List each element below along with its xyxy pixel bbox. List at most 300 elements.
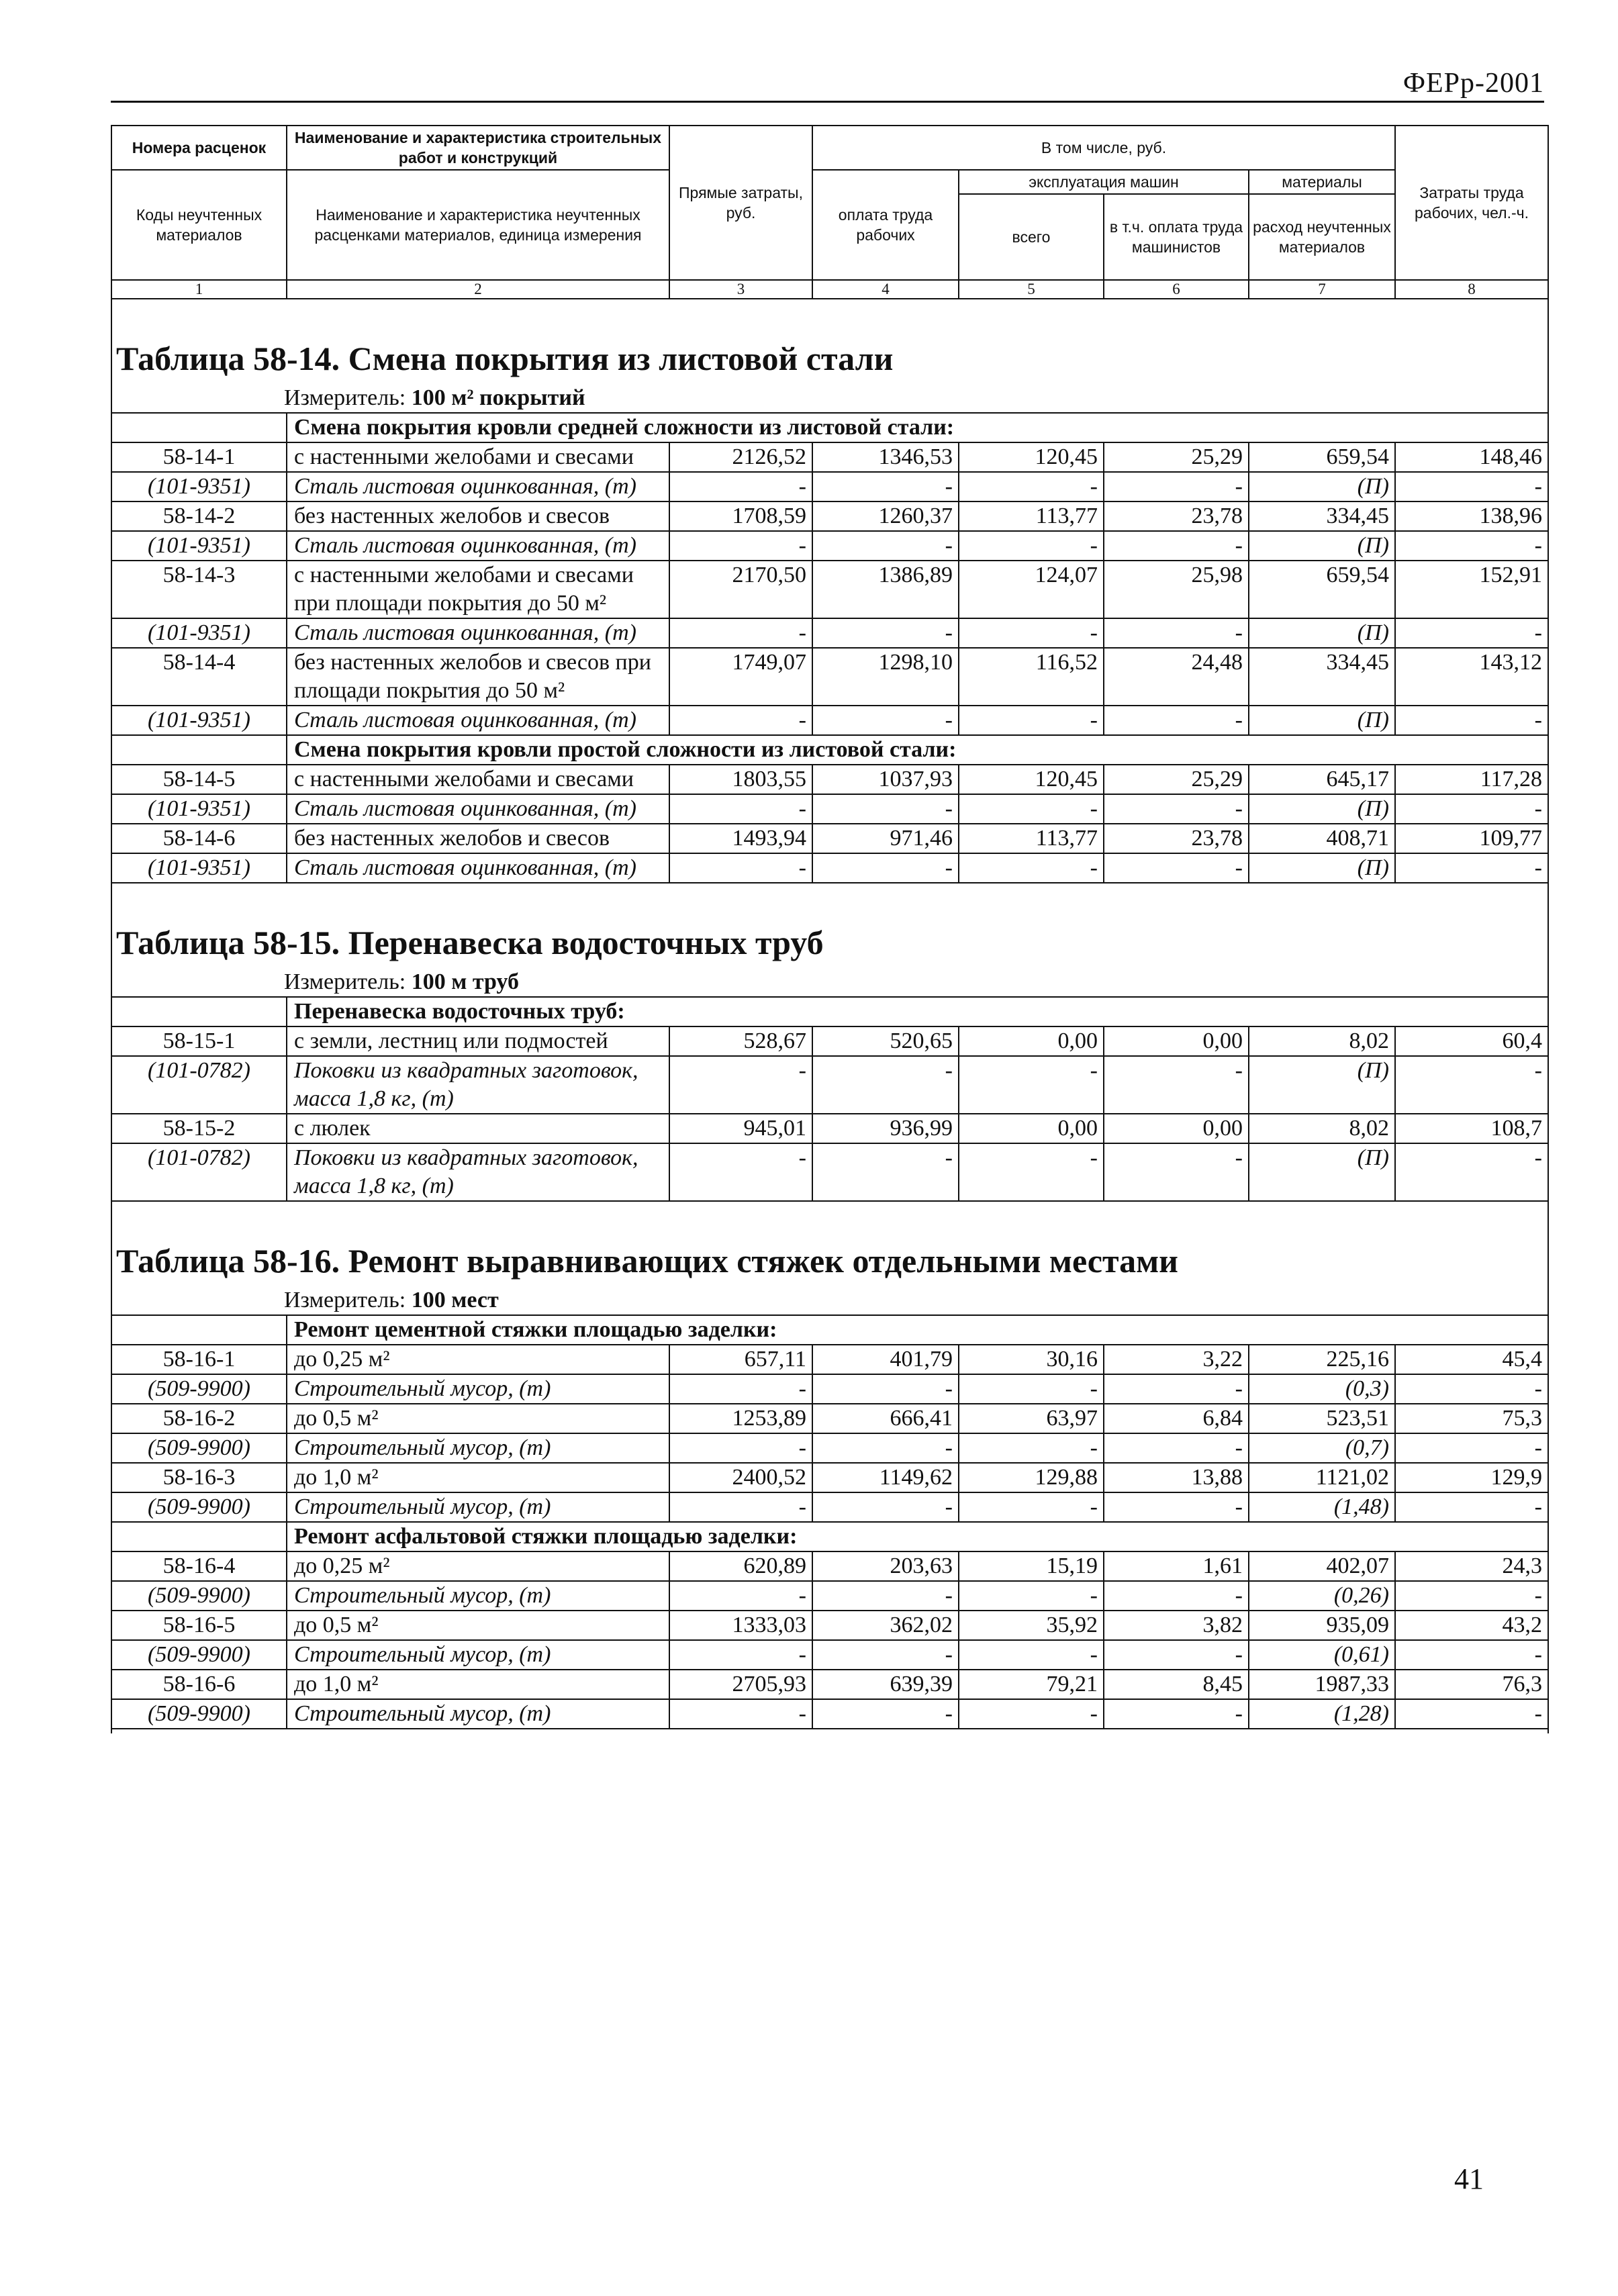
value-cell: 0,00 [1104, 1114, 1249, 1143]
material-code [111, 853, 287, 883]
column-number: 8 [1395, 280, 1548, 299]
rate-row [111, 1404, 1548, 1433]
value-cell: 1149,62 [812, 1463, 959, 1492]
measurement-label: Измеритель: [284, 385, 412, 410]
material-value-cell: - [959, 706, 1104, 735]
rate-code: 58-16-6 [111, 1670, 287, 1699]
value-cell: 1803,55 [669, 765, 812, 794]
material-row [111, 472, 1548, 501]
material-row [111, 1640, 1548, 1670]
material-value-cell: - [812, 1143, 959, 1201]
work-description: до 0,25 м² [287, 1551, 669, 1581]
material-code-text: (101-9351) [148, 474, 250, 499]
material-value-cell: - [669, 618, 812, 648]
column-number: 7 [1249, 280, 1395, 299]
rate-code: 58-14-6 [111, 824, 287, 853]
value-cell: 79,21 [959, 1670, 1104, 1699]
material-value-cell: - [669, 853, 812, 883]
material-value-cell: - [1104, 1492, 1249, 1522]
material-value-cell: - [812, 794, 959, 824]
material-value-cell: - [1104, 1143, 1249, 1201]
section-row [111, 1315, 1548, 1345]
value-cell: 1708,59 [669, 501, 812, 531]
material-row [111, 706, 1548, 735]
material-value-cell: - [669, 1433, 812, 1463]
material-value-cell: - [812, 1581, 959, 1611]
material-value-cell: - [812, 531, 959, 561]
value-cell: 109,77 [1395, 824, 1548, 853]
material-row [111, 1374, 1548, 1404]
material-value-cell: - [1104, 1433, 1249, 1463]
work-description: до 0,5 м² [287, 1611, 669, 1640]
value-cell: 0,00 [959, 1026, 1104, 1056]
material-row [111, 1492, 1548, 1522]
value-cell: 1749,07 [669, 648, 812, 706]
table-end-cell [111, 1729, 1548, 1733]
value-cell: 666,41 [812, 1404, 959, 1433]
value-cell: 45,4 [1395, 1345, 1548, 1374]
value-cell: 657,11 [669, 1345, 812, 1374]
rate-code: 58-16-5 [111, 1611, 287, 1640]
section-row [111, 735, 1548, 765]
material-value-cell: - [812, 1374, 959, 1404]
table-title: Таблица 58-16. Ремонт выравнивающих стяжек отдельными местами [116, 1242, 1178, 1280]
value-cell: 43,2 [1395, 1611, 1548, 1640]
material-description: Строительный мусор, (т) [287, 1433, 669, 1463]
value-cell: 1037,93 [812, 765, 959, 794]
col-labor-pay: оплата труда рабочих [812, 170, 959, 280]
table-title-row [111, 299, 1548, 413]
value-cell: 1260,37 [812, 501, 959, 531]
value-cell: 520,65 [812, 1026, 959, 1056]
material-value-cell: (П) [1249, 1056, 1395, 1114]
material-value-cell: - [959, 1433, 1104, 1463]
value-cell: 225,16 [1249, 1345, 1395, 1374]
work-description: с люлек [287, 1114, 669, 1143]
material-code-text: (509-9900) [148, 1376, 250, 1401]
measurement-value: 100 мест [411, 1288, 499, 1312]
material-value-cell: (1,48) [1249, 1492, 1395, 1522]
work-description: с настенными желобами и свесами при площади покрытия до 50 м² [287, 561, 669, 618]
col-machines: эксплуатация машин [959, 170, 1249, 194]
value-cell: 138,96 [1395, 501, 1548, 531]
material-code [111, 1143, 287, 1201]
table-title: Таблица 58-14. Смена покрытия из листовой стали [116, 340, 894, 377]
col-rate-numbers: Номера расценок [111, 126, 287, 170]
material-description: Строительный мусор, (т) [287, 1581, 669, 1611]
col-machinist-pay: в т.ч. оплата труда машинистов [1104, 194, 1249, 280]
material-code [111, 1492, 287, 1522]
work-description: до 1,0 м² [287, 1670, 669, 1699]
section-row [111, 1522, 1548, 1551]
material-code [111, 618, 287, 648]
material-description: Сталь листовая оцинкованная, (т) [287, 618, 669, 648]
value-cell: 1346,53 [812, 442, 959, 472]
work-description: с настенными желобами и свесами [287, 765, 669, 794]
material-value-cell: - [1395, 853, 1548, 883]
material-code-text: (509-9900) [148, 1435, 250, 1460]
material-value-cell: - [1104, 1699, 1249, 1729]
material-value-cell: - [1104, 531, 1249, 561]
material-code-text: (101-9351) [148, 620, 250, 645]
value-cell: 76,3 [1395, 1670, 1548, 1699]
value-cell: 0,00 [1104, 1026, 1249, 1056]
material-code-text: (101-0782) [148, 1145, 250, 1170]
value-cell: 13,88 [1104, 1463, 1249, 1492]
material-value-cell: - [959, 618, 1104, 648]
material-value-cell: - [1395, 794, 1548, 824]
value-cell: 129,9 [1395, 1463, 1548, 1492]
work-description: без настенных желобов и свесов [287, 501, 669, 531]
value-cell: 402,07 [1249, 1551, 1395, 1581]
measurement-unit [116, 968, 1543, 996]
material-value-cell: - [669, 531, 812, 561]
value-cell: 24,48 [1104, 648, 1249, 706]
value-cell: 1987,33 [1249, 1670, 1395, 1699]
value-cell: 8,02 [1249, 1114, 1395, 1143]
material-value-cell: (0,3) [1249, 1374, 1395, 1404]
material-description: Строительный мусор, (т) [287, 1374, 669, 1404]
value-cell: 8,45 [1104, 1670, 1249, 1699]
value-cell: 15,19 [959, 1551, 1104, 1581]
column-number: 2 [287, 280, 669, 299]
rate-code: 58-15-1 [111, 1026, 287, 1056]
section-row [111, 413, 1548, 442]
value-cell: 935,09 [1249, 1611, 1395, 1640]
material-value-cell: - [1104, 1640, 1249, 1670]
material-value-cell: - [669, 706, 812, 735]
material-value-cell: (П) [1249, 472, 1395, 501]
rate-row [111, 1026, 1548, 1056]
value-cell: 8,02 [1249, 1026, 1395, 1056]
value-cell: 129,88 [959, 1463, 1104, 1492]
material-row [111, 853, 1548, 883]
material-row [111, 794, 1548, 824]
value-cell: 113,77 [959, 501, 1104, 531]
material-value-cell: - [812, 1492, 959, 1522]
material-description: Сталь листовая оцинкованная, (т) [287, 794, 669, 824]
material-value-cell: - [1104, 1374, 1249, 1404]
section-label: Смена покрытия кровли простой сложности из листовой стали: [287, 735, 1548, 765]
column-number: 5 [959, 280, 1104, 299]
material-value-cell: - [1395, 531, 1548, 561]
rate-code: 58-14-5 [111, 765, 287, 794]
material-value-cell: - [1104, 472, 1249, 501]
material-value-cell: - [1395, 706, 1548, 735]
material-value-cell: - [959, 1143, 1104, 1201]
table-title: Таблица 58-15. Перенавеска водосточных труб [116, 924, 824, 961]
column-number: 6 [1104, 280, 1249, 299]
material-row [111, 1056, 1548, 1114]
value-cell: 1298,10 [812, 648, 959, 706]
value-cell: 2126,52 [669, 442, 812, 472]
material-value-cell: - [959, 1640, 1104, 1670]
material-code-text: (509-9900) [148, 1642, 250, 1667]
table-title-row [111, 1201, 1548, 1315]
value-cell: 113,77 [959, 824, 1104, 853]
material-value-cell: - [669, 1699, 812, 1729]
rate-code: 58-16-4 [111, 1551, 287, 1581]
col-material-consumption: расход неучтенных материалов [1249, 194, 1395, 280]
material-description: Строительный мусор, (т) [287, 1640, 669, 1670]
col-direct-costs: Прямые затраты, руб. [669, 126, 812, 280]
table-header [111, 126, 1548, 299]
document-header-title: ФЕРр-2001 [1402, 68, 1544, 99]
material-value-cell: - [812, 1640, 959, 1670]
value-cell: 408,71 [1249, 824, 1395, 853]
value-cell: 1,61 [1104, 1551, 1249, 1581]
value-cell: 362,02 [812, 1611, 959, 1640]
material-value-cell: - [1395, 1056, 1548, 1114]
value-cell: 23,78 [1104, 501, 1249, 531]
material-row [111, 1143, 1548, 1201]
rates-table [111, 125, 1549, 1733]
material-description: Сталь листовая оцинкованная, (т) [287, 853, 669, 883]
material-row [111, 618, 1548, 648]
value-cell: 25,29 [1104, 442, 1249, 472]
value-cell: 35,92 [959, 1611, 1104, 1640]
measurement-value: 100 м труб [411, 969, 519, 994]
value-cell: 639,39 [812, 1670, 959, 1699]
col-including: В том числе, руб. [812, 126, 1395, 170]
material-value-cell: - [1104, 706, 1249, 735]
material-value-cell: - [1395, 1640, 1548, 1670]
rate-row [111, 648, 1548, 706]
section-label: Смена покрытия кровли средней сложности из листовой стали: [287, 413, 1548, 442]
work-description: без настенных желобов и свесов [287, 824, 669, 853]
table-body [111, 299, 1548, 1733]
material-value-cell: - [1104, 853, 1249, 883]
material-code [111, 531, 287, 561]
material-value-cell: (0,7) [1249, 1433, 1395, 1463]
material-value-cell: (П) [1249, 531, 1395, 561]
value-cell: 3,82 [1104, 1611, 1249, 1640]
column-number: 1 [111, 280, 287, 299]
material-value-cell: - [959, 472, 1104, 501]
material-row [111, 1433, 1548, 1463]
material-value-cell: (П) [1249, 794, 1395, 824]
material-code-text: (101-9351) [148, 533, 250, 558]
material-value-cell: - [959, 1492, 1104, 1522]
material-code [111, 1699, 287, 1729]
header-rule [111, 101, 1544, 103]
page-number: 41 [1454, 2162, 1484, 2195]
material-description: Поковки из квадратных заготовок, масса 1,8 кг, (т) [287, 1056, 669, 1114]
value-cell: 659,54 [1249, 561, 1395, 618]
material-code-text: (101-0782) [148, 1058, 250, 1083]
section-code-cell [111, 735, 287, 765]
material-code [111, 1056, 287, 1114]
value-cell: 971,46 [812, 824, 959, 853]
material-value-cell: - [812, 706, 959, 735]
material-code [111, 794, 287, 824]
rate-code: 58-14-1 [111, 442, 287, 472]
section-code-cell [111, 413, 287, 442]
work-description: до 1,0 м² [287, 1463, 669, 1492]
material-value-cell: - [1395, 1374, 1548, 1404]
material-value-cell: - [812, 618, 959, 648]
material-value-cell: (0,26) [1249, 1581, 1395, 1611]
rate-code: 58-14-3 [111, 561, 287, 618]
rate-row [111, 501, 1548, 531]
material-value-cell: (П) [1249, 706, 1395, 735]
material-row [111, 531, 1548, 561]
work-description: до 0,25 м² [287, 1345, 669, 1374]
rate-row [111, 442, 1548, 472]
value-cell: 25,98 [1104, 561, 1249, 618]
value-cell: 203,63 [812, 1551, 959, 1581]
column-number: 4 [812, 280, 959, 299]
material-value-cell: - [959, 1374, 1104, 1404]
rate-row [111, 1551, 1548, 1581]
material-value-cell: - [812, 1699, 959, 1729]
column-number-row [111, 280, 1548, 299]
work-description: без настенных желобов и свесов при площади покрытия до 50 м² [287, 648, 669, 706]
value-cell: 659,54 [1249, 442, 1395, 472]
col-labor-hours: Затраты труда рабочих, чел.-ч. [1395, 126, 1548, 280]
material-value-cell: - [1395, 472, 1548, 501]
material-value-cell: - [1395, 1492, 1548, 1522]
measurement-label: Измеритель: [284, 969, 412, 994]
work-description: с настенными желобами и свесами [287, 442, 669, 472]
material-value-cell: - [812, 853, 959, 883]
value-cell: 124,07 [959, 561, 1104, 618]
section-code-cell [111, 1522, 287, 1551]
value-cell: 120,45 [959, 442, 1104, 472]
material-value-cell: - [812, 1433, 959, 1463]
section-row [111, 997, 1548, 1026]
section-code-cell [111, 1315, 287, 1345]
material-description: Сталь листовая оцинкованная, (т) [287, 472, 669, 501]
material-value-cell: - [669, 472, 812, 501]
work-description: до 0,5 м² [287, 1404, 669, 1433]
value-cell: 3,22 [1104, 1345, 1249, 1374]
value-cell: 620,89 [669, 1551, 812, 1581]
material-value-cell: - [959, 794, 1104, 824]
material-value-cell: - [1395, 618, 1548, 648]
material-value-cell: (П) [1249, 618, 1395, 648]
material-code [111, 706, 287, 735]
value-cell: 1333,03 [669, 1611, 812, 1640]
value-cell: 1121,02 [1249, 1463, 1395, 1492]
value-cell: 6,84 [1104, 1404, 1249, 1433]
material-description: Сталь листовая оцинкованная, (т) [287, 531, 669, 561]
rate-row [111, 1670, 1548, 1699]
material-value-cell: - [669, 1374, 812, 1404]
material-value-cell: - [812, 1056, 959, 1114]
material-value-cell: - [959, 853, 1104, 883]
value-cell: 1493,94 [669, 824, 812, 853]
rate-row [111, 1463, 1548, 1492]
material-value-cell: - [669, 1143, 812, 1201]
col-material-codes: Коды неучтенных материалов [111, 170, 287, 280]
material-code [111, 472, 287, 501]
material-code-text: (509-9900) [148, 1583, 250, 1608]
material-code [111, 1640, 287, 1670]
rate-code: 58-16-2 [111, 1404, 287, 1433]
material-code-text: (509-9900) [148, 1494, 250, 1519]
value-cell: 143,12 [1395, 648, 1548, 706]
value-cell: 523,51 [1249, 1404, 1395, 1433]
material-code-text: (101-9351) [148, 855, 250, 880]
value-cell: 24,3 [1395, 1551, 1548, 1581]
value-cell: 60,4 [1395, 1026, 1548, 1056]
material-value-cell: - [669, 1056, 812, 1114]
material-value-cell: (П) [1249, 853, 1395, 883]
value-cell: 2400,52 [669, 1463, 812, 1492]
value-cell: 30,16 [959, 1345, 1104, 1374]
material-value-cell: - [1395, 1581, 1548, 1611]
material-value-cell: - [1104, 1056, 1249, 1114]
measurement-unit [116, 1286, 1543, 1314]
rate-row [111, 1345, 1548, 1374]
material-value-cell: - [669, 1492, 812, 1522]
material-description: Сталь листовая оцинкованная, (т) [287, 706, 669, 735]
rate-code: 58-14-2 [111, 501, 287, 531]
value-cell: 1253,89 [669, 1404, 812, 1433]
material-value-cell: - [812, 472, 959, 501]
material-value-cell: - [1395, 1143, 1548, 1201]
table-end-row [111, 1729, 1548, 1733]
rate-code: 58-16-1 [111, 1345, 287, 1374]
material-description: Строительный мусор, (т) [287, 1492, 669, 1522]
material-value-cell: - [959, 1581, 1104, 1611]
material-value-cell: - [1104, 1581, 1249, 1611]
material-value-cell: (1,28) [1249, 1699, 1395, 1729]
value-cell: 401,79 [812, 1345, 959, 1374]
value-cell: 75,3 [1395, 1404, 1548, 1433]
material-value-cell: (П) [1249, 1143, 1395, 1201]
rate-code: 58-14-4 [111, 648, 287, 706]
material-code-text: (101-9351) [148, 708, 250, 732]
section-label: Ремонт цементной стяжки площадью заделки: [287, 1315, 1548, 1345]
value-cell: 334,45 [1249, 501, 1395, 531]
material-value-cell: - [669, 794, 812, 824]
column-number: 3 [669, 280, 812, 299]
measurement-value: 100 м² покрытий [411, 385, 585, 410]
col-materials: материалы [1249, 170, 1395, 194]
rate-row [111, 561, 1548, 618]
table-title-cell [111, 1201, 1548, 1315]
material-value-cell: - [1104, 794, 1249, 824]
value-cell: 528,67 [669, 1026, 812, 1056]
material-code [111, 1581, 287, 1611]
material-value-cell: - [1104, 618, 1249, 648]
material-value-cell: - [959, 1056, 1104, 1114]
rate-row [111, 824, 1548, 853]
value-cell: 2705,93 [669, 1670, 812, 1699]
rate-code: 58-16-3 [111, 1463, 287, 1492]
value-cell: 945,01 [669, 1114, 812, 1143]
rate-row [111, 765, 1548, 794]
rate-code: 58-15-2 [111, 1114, 287, 1143]
material-value-cell: - [669, 1581, 812, 1611]
value-cell: 25,29 [1104, 765, 1249, 794]
value-cell: 1386,89 [812, 561, 959, 618]
material-code [111, 1374, 287, 1404]
table-title-cell [111, 883, 1548, 997]
value-cell: 936,99 [812, 1114, 959, 1143]
value-cell: 23,78 [1104, 824, 1249, 853]
value-cell: 63,97 [959, 1404, 1104, 1433]
section-label: Перенавеска водосточных труб: [287, 997, 1548, 1026]
material-value-cell: - [1395, 1699, 1548, 1729]
material-value-cell: - [669, 1640, 812, 1670]
section-label: Ремонт асфальтовой стяжки площадью заделки: [287, 1522, 1548, 1551]
col-machines-total: всего [959, 194, 1104, 280]
material-code [111, 1433, 287, 1463]
value-cell: 334,45 [1249, 648, 1395, 706]
